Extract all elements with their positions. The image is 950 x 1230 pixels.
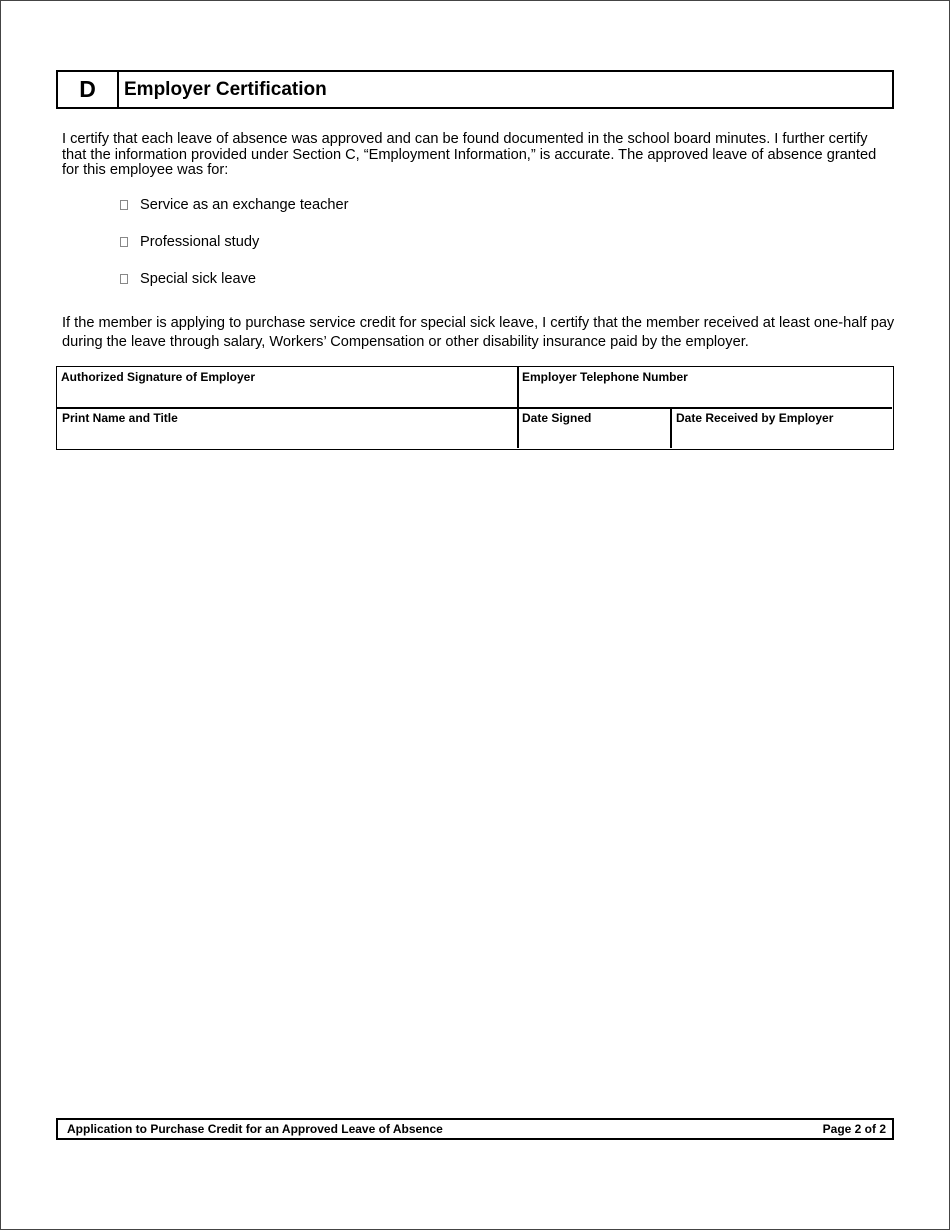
employer-telephone-label: Employer Telephone Number [522, 370, 688, 384]
date-signed-label: Date Signed [522, 411, 592, 425]
date-received-label: Date Received by Employer [676, 411, 834, 425]
page-footer [56, 1118, 894, 1140]
option-label: Professional study [140, 234, 260, 250]
checkbox-professional-study[interactable] [120, 237, 128, 247]
employer-telephone-field[interactable] [518, 367, 892, 407]
option-label: Service as an exchange teacher [140, 197, 349, 213]
option-special-sick-leave[interactable] [120, 269, 349, 289]
date-received-field[interactable] [672, 408, 892, 448]
option-label: Special sick leave [140, 271, 256, 287]
section-letter: D [58, 72, 119, 107]
checkbox-special-sick-leave[interactable] [120, 274, 128, 284]
authorized-signature-field[interactable] [57, 367, 517, 407]
page-indicator: Page 2 of 2 [822, 1122, 886, 1136]
option-professional-study[interactable] [120, 232, 349, 252]
authorized-signature-label: Authorized Signature of Employer [61, 370, 256, 384]
option-exchange-teacher[interactable] [120, 195, 349, 215]
section-header [56, 70, 894, 109]
sick-leave-note: If the member is applying to purchase service credit for special sick leave, I certify that the member received at least one-half pay during the leave through salary, Workers’ Compensation or other disability insurance paid by the employer. [62, 315, 895, 350]
checkbox-exchange-teacher[interactable] [120, 200, 128, 210]
form-title: Application to Purchase Credit for an Approved Leave of Absence [67, 1122, 443, 1136]
section-title: Employer Certification [124, 78, 327, 100]
print-name-title-field[interactable] [58, 408, 517, 448]
leave-type-options [120, 195, 349, 306]
certification-statement: I certify that each leave of absence was approved and can be found documented in the school board minutes. I further certify that the information provided under Section C, “Employment Information,” is accurate. The approved leave of absence granted for this employee was for: [62, 131, 877, 178]
date-signed-field[interactable] [518, 408, 670, 448]
print-name-title-label: Print Name and Title [62, 411, 178, 425]
signature-table [56, 366, 894, 450]
